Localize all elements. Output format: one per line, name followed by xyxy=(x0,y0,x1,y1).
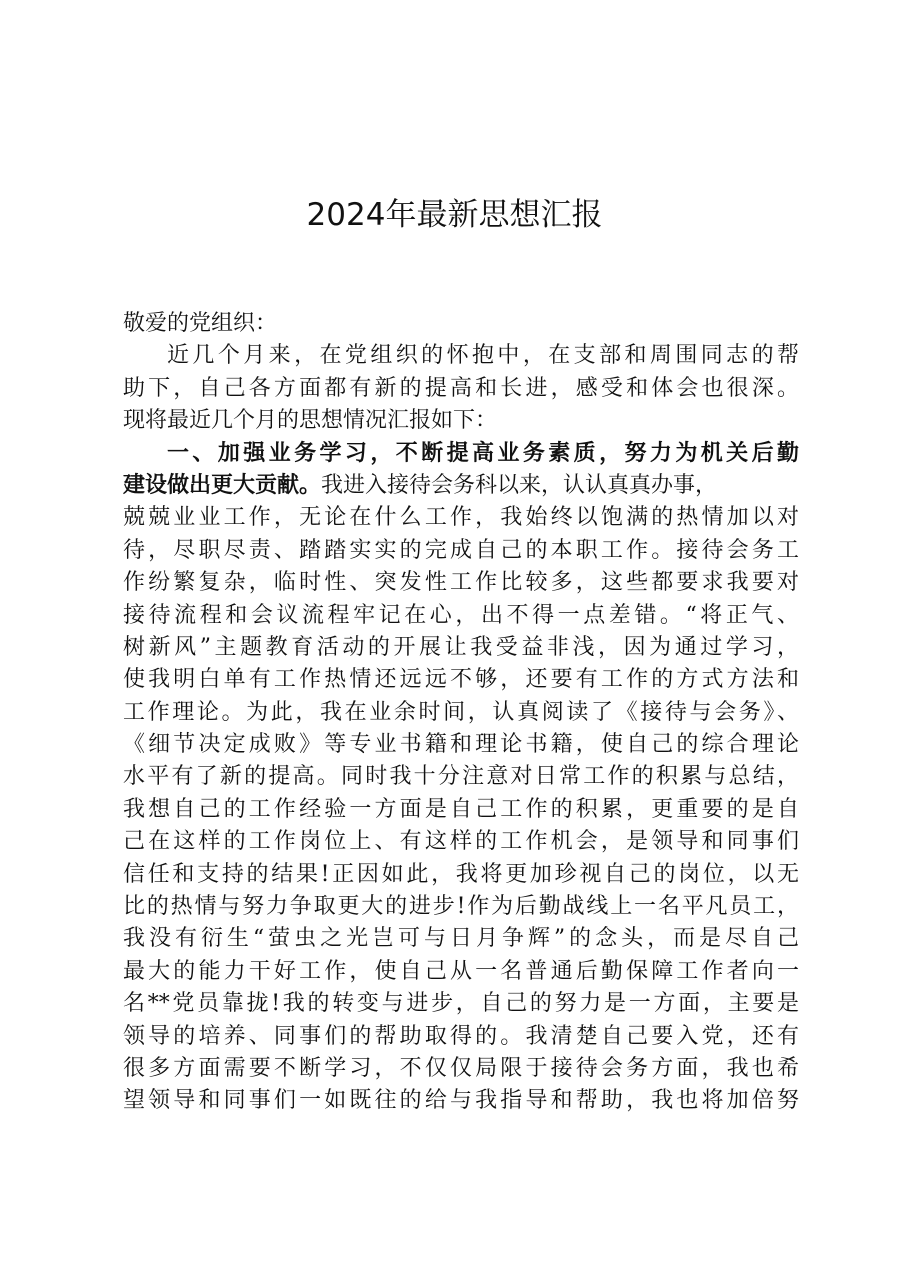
body-line: 接待流程和会议流程牢记在心，出不得一点差错。“将正气、 xyxy=(123,602,799,628)
body-line: 己在这样的工作岗位上、有这样的工作机会，是领导和同事们 xyxy=(123,829,799,855)
body-line: 望领导和同事们一如既往的给与我指导和帮助，我也将加倍努 xyxy=(123,1088,799,1114)
body-line: 我想自己的工作经验一方面是自己工作的积累，更重要的是自 xyxy=(123,796,799,822)
body-line: 工作理论。为此，我在业余时间，认真阅读了《接待与会务》、 xyxy=(123,699,799,725)
body-line: 兢兢业业工作，无论在什么工作，我始终以饱满的热情加以对 xyxy=(123,505,799,531)
body-line: 领导的培养、同事们的帮助取得的。我清楚自己要入党，还有 xyxy=(123,1023,799,1049)
page-title: 2024年最新思想汇报 xyxy=(306,197,603,233)
section-heading-continuation: 我进入接待会务科以来，认认真真办事， xyxy=(321,472,718,498)
body-line: 作纷繁复杂，临时性、突发性工作比较多，这些都要求我要对 xyxy=(123,570,799,596)
body-line: 名**党员靠拢!我的转变与进步，自己的努力是一方面，主要是 xyxy=(123,991,799,1017)
salutation: 敬爱的党组织： xyxy=(123,311,278,336)
section-heading-bold: 建设做出更大贡献。 xyxy=(123,472,322,498)
body-line: 待，尽职尽责、踏踏实实的完成自己的本职工作。接待会务工 xyxy=(123,537,799,563)
body-line: 信任和支持的结果!正因如此，我将更加珍视自己的岗位，以无 xyxy=(123,861,799,887)
intro-line-2: 助下，自己各方面都有新的提高和长进，感受和体会也很深。 xyxy=(123,375,799,401)
body-line: 树新风”主题教育活动的开展让我受益非浅，因为通过学习， xyxy=(123,634,799,660)
section-heading-line-2 xyxy=(123,470,803,502)
body-line: 水平有了新的提高。同时我十分注意对日常工作的积累与总结， xyxy=(123,764,799,790)
body-line: 使我明白单有工作热情还远远不够，还要有工作的方式方法和 xyxy=(123,667,799,693)
body-line: 我没有衍生“萤虫之光岂可与日月争辉”的念头，而是尽自己 xyxy=(123,926,799,952)
document-body xyxy=(123,308,803,1118)
intro-line-1: 近几个月来，在党组织的怀抱中，在支部和周围同志的帮 xyxy=(167,343,799,369)
intro-line-3: 现将最近几个月的思想情况汇报如下： xyxy=(123,408,498,434)
body-line: 最大的能力干好工作，使自己从一名普通后勤保障工作者向一 xyxy=(123,958,799,984)
body-line: 比的热情与努力争取更大的进步!作为后勤战线上一名平凡员工， xyxy=(123,894,799,920)
body-line: 《细节决定成败》等专业书籍和理论书籍，使自己的综合理论 xyxy=(123,732,799,758)
body-line: 很多方面需要不断学习，不仅仅局限于接待会务方面，我也希 xyxy=(123,1055,799,1081)
section-heading-line-1: 一、加强业务学习，不断提高业务素质，努力为机关后勤 xyxy=(167,440,799,466)
